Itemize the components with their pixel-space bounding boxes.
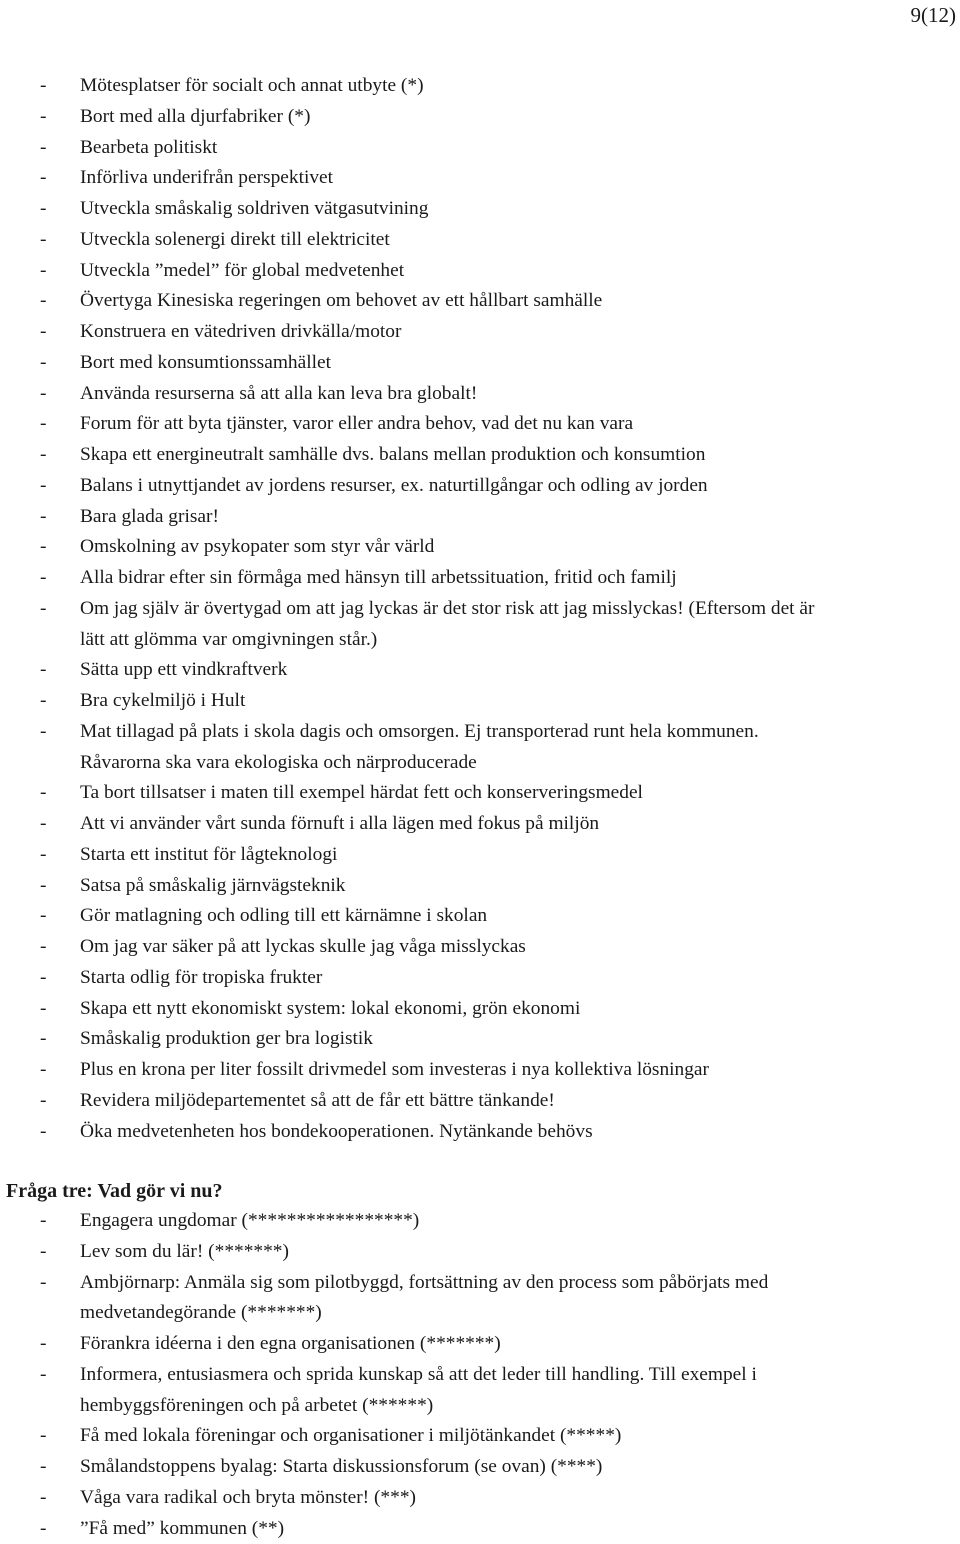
bullet-dash: - bbox=[40, 1421, 46, 1452]
list-item bbox=[0, 163, 960, 194]
bullet-dash: - bbox=[40, 1055, 46, 1086]
list-item-text: Bearbeta politiskt bbox=[80, 133, 958, 164]
bullet-dash: - bbox=[40, 286, 46, 317]
bullet-dash: - bbox=[40, 133, 46, 164]
bullet-dash: - bbox=[40, 1086, 46, 1117]
bullet-dash: - bbox=[40, 1206, 46, 1237]
list-item bbox=[0, 840, 960, 871]
bullet-dash: - bbox=[40, 1329, 46, 1360]
list-item bbox=[0, 1514, 960, 1544]
bullet-dash: - bbox=[40, 1117, 46, 1148]
list-item-text: Engagera ungdomar (*****************) bbox=[80, 1206, 958, 1237]
list-item-text: Gör matlagning och odling till ett kärnämne i skolan bbox=[80, 901, 958, 932]
list-item-text: Satsa på småskalig järnvägsteknik bbox=[80, 871, 958, 902]
list-item bbox=[0, 1024, 960, 1055]
list-item-text: Starta odlig för tropiska frukter bbox=[80, 963, 958, 994]
list-item bbox=[0, 963, 960, 994]
list-item bbox=[0, 348, 960, 379]
list-item bbox=[0, 1237, 960, 1268]
list-item bbox=[0, 1329, 960, 1360]
bullet-dash: - bbox=[40, 1452, 46, 1483]
list-item-text: Våga vara radikal och bryta mönster! (***) bbox=[80, 1483, 958, 1514]
bullet-dash: - bbox=[40, 409, 46, 440]
list-item-text: Balans i utnyttjandet av jordens resurser, ex. naturtillgångar och odling av jorden bbox=[80, 471, 958, 502]
bullet-dash: - bbox=[40, 901, 46, 932]
bullet-dash: - bbox=[40, 225, 46, 256]
bullet-dash: - bbox=[40, 1268, 46, 1299]
list-item bbox=[0, 686, 960, 717]
list-item bbox=[0, 440, 960, 471]
list-item-text: Att vi använder vårt sunda förnuft i alla lägen med fokus på miljön bbox=[80, 809, 958, 840]
list-item bbox=[0, 717, 960, 779]
page-number: 9(12) bbox=[911, 2, 957, 28]
section-heading: Fråga tre: Vad gör vi nu? bbox=[6, 1176, 223, 1206]
list-item-text: Bra cykelmiljö i Hult bbox=[80, 686, 958, 717]
list-item bbox=[0, 409, 960, 440]
list-item-text: Utveckla solenergi direkt till elektricitet bbox=[80, 225, 958, 256]
bullet-dash: - bbox=[40, 840, 46, 871]
list-item-text: Lev som du lär! (*******) bbox=[80, 1237, 958, 1268]
bullet-dash: - bbox=[40, 655, 46, 686]
bullet-dash: - bbox=[40, 963, 46, 994]
list-item-text: Utveckla småskalig soldriven vätgasutvining bbox=[80, 194, 958, 225]
list-item bbox=[0, 256, 960, 287]
bullet-dash: - bbox=[40, 379, 46, 410]
list-item bbox=[0, 286, 960, 317]
bullet-dash: - bbox=[40, 717, 46, 748]
bullet-dash: - bbox=[40, 932, 46, 963]
list-item bbox=[0, 594, 960, 656]
list-item-text: lätt att glömma var omgivningen står.) bbox=[80, 625, 958, 656]
list-item bbox=[0, 71, 960, 102]
list-item bbox=[0, 655, 960, 686]
list-item bbox=[0, 563, 960, 594]
bullet-dash: - bbox=[40, 71, 46, 102]
list-item bbox=[0, 102, 960, 133]
bullet-dash: - bbox=[40, 317, 46, 348]
list-item-text: Få med lokala föreningar och organisationer i miljötänkandet (*****) bbox=[80, 1421, 958, 1452]
bullet-dash: - bbox=[40, 778, 46, 809]
bullet-dash: - bbox=[40, 563, 46, 594]
bullet-dash: - bbox=[40, 686, 46, 717]
idea-list bbox=[0, 71, 960, 1147]
list-item bbox=[0, 778, 960, 809]
list-item bbox=[0, 1452, 960, 1483]
bullet-dash: - bbox=[40, 194, 46, 225]
list-item-text: Sätta upp ett vindkraftverk bbox=[80, 655, 958, 686]
list-item-text: Mötesplatser för socialt och annat utbyte (*) bbox=[80, 71, 958, 102]
list-item-text: Råvarorna ska vara ekologiska och närproducerade bbox=[80, 748, 958, 779]
bullet-dash: - bbox=[40, 1024, 46, 1055]
list-item bbox=[0, 994, 960, 1025]
list-item-text: Ambjörnarp: Anmäla sig som pilotbyggd, fortsättning av den process som påbörjats med bbox=[80, 1268, 958, 1299]
list-item-text: medvetandegörande (*******) bbox=[80, 1298, 958, 1329]
bullet-dash: - bbox=[40, 809, 46, 840]
bullet-dash: - bbox=[40, 871, 46, 902]
list-item-text: Alla bidrar efter sin förmåga med hänsyn till arbetssituation, fritid och familj bbox=[80, 563, 958, 594]
list-item-text: Revidera miljödepartementet så att de får ett bättre tänkande! bbox=[80, 1086, 958, 1117]
list-item-text: ”Få med” kommunen (**) bbox=[80, 1514, 958, 1544]
list-item bbox=[0, 1055, 960, 1086]
list-item bbox=[0, 471, 960, 502]
list-item bbox=[0, 225, 960, 256]
list-item-text: Om jag själv är övertygad om att jag lyckas är det stor risk att jag misslyckas! (Eftersom det är bbox=[80, 594, 958, 625]
list-item-text: Införliva underifrån perspektivet bbox=[80, 163, 958, 194]
list-item-text: Förankra idéerna i den egna organisationen (*******) bbox=[80, 1329, 958, 1360]
bullet-dash: - bbox=[40, 102, 46, 133]
list-item bbox=[0, 1483, 960, 1514]
list-item bbox=[0, 1206, 960, 1237]
action-list bbox=[0, 1206, 960, 1544]
bullet-dash: - bbox=[40, 994, 46, 1025]
list-item bbox=[0, 1268, 960, 1330]
list-item-text: Använda resurserna så att alla kan leva bra globalt! bbox=[80, 379, 958, 410]
list-item-text: Ta bort tillsatser i maten till exempel härdat fett och konserveringsmedel bbox=[80, 778, 958, 809]
list-item bbox=[0, 932, 960, 963]
list-item-text: Bort med alla djurfabriker (*) bbox=[80, 102, 958, 133]
list-item-text: Omskolning av psykopater som styr vår värld bbox=[80, 532, 958, 563]
list-item-text: Småskalig produktion ger bra logistik bbox=[80, 1024, 958, 1055]
list-item bbox=[0, 809, 960, 840]
list-item-text: Konstruera en vätedriven drivkälla/motor bbox=[80, 317, 958, 348]
list-item bbox=[0, 1117, 960, 1148]
list-item-text: Utveckla ”medel” för global medvetenhet bbox=[80, 256, 958, 287]
list-item bbox=[0, 532, 960, 563]
list-item bbox=[0, 502, 960, 533]
list-item-text: Smålandstoppens byalag: Starta diskussionsforum (se ovan) (****) bbox=[80, 1452, 958, 1483]
list-item-text: Övertyga Kinesiska regeringen om behovet av ett hållbart samhälle bbox=[80, 286, 958, 317]
list-item-text: Bort med konsumtionssamhället bbox=[80, 348, 958, 379]
list-item-text: Öka medvetenheten hos bondekooperationen. Nytänkande behövs bbox=[80, 1117, 958, 1148]
list-item bbox=[0, 1421, 960, 1452]
list-item bbox=[0, 379, 960, 410]
bullet-dash: - bbox=[40, 471, 46, 502]
bullet-dash: - bbox=[40, 440, 46, 471]
list-item bbox=[0, 1360, 960, 1422]
list-item-text: Skapa ett energineutralt samhälle dvs. balans mellan produktion och konsumtion bbox=[80, 440, 958, 471]
bullet-dash: - bbox=[40, 1237, 46, 1268]
list-item-text: Forum för att byta tjänster, varor eller andra behov, vad det nu kan vara bbox=[80, 409, 958, 440]
bullet-dash: - bbox=[40, 163, 46, 194]
bullet-dash: - bbox=[40, 256, 46, 287]
bullet-dash: - bbox=[40, 1360, 46, 1391]
list-item bbox=[0, 1086, 960, 1117]
list-item-text: Skapa ett nytt ekonomiskt system: lokal ekonomi, grön ekonomi bbox=[80, 994, 958, 1025]
list-item bbox=[0, 871, 960, 902]
bullet-dash: - bbox=[40, 1514, 46, 1544]
list-item bbox=[0, 133, 960, 164]
bullet-dash: - bbox=[40, 348, 46, 379]
list-item bbox=[0, 317, 960, 348]
list-item bbox=[0, 901, 960, 932]
list-item-text: Plus en krona per liter fossilt drivmedel som investeras i nya kollektiva lösningar bbox=[80, 1055, 958, 1086]
bullet-dash: - bbox=[40, 1483, 46, 1514]
list-item-text: Om jag var säker på att lyckas skulle jag våga misslyckas bbox=[80, 932, 958, 963]
list-item-text: hembyggsföreningen och på arbetet (******) bbox=[80, 1391, 958, 1422]
bullet-dash: - bbox=[40, 502, 46, 533]
bullet-dash: - bbox=[40, 594, 46, 625]
list-item-text: Mat tillagad på plats i skola dagis och omsorgen. Ej transporterad runt hela kommunen. bbox=[80, 717, 958, 748]
list-item-text: Bara glada grisar! bbox=[80, 502, 958, 533]
bullet-dash: - bbox=[40, 532, 46, 563]
list-item-text: Informera, entusiasmera och sprida kunskap så att det leder till handling. Till exempel i bbox=[80, 1360, 958, 1391]
list-item bbox=[0, 194, 960, 225]
list-item-text: Starta ett institut för lågteknologi bbox=[80, 840, 958, 871]
